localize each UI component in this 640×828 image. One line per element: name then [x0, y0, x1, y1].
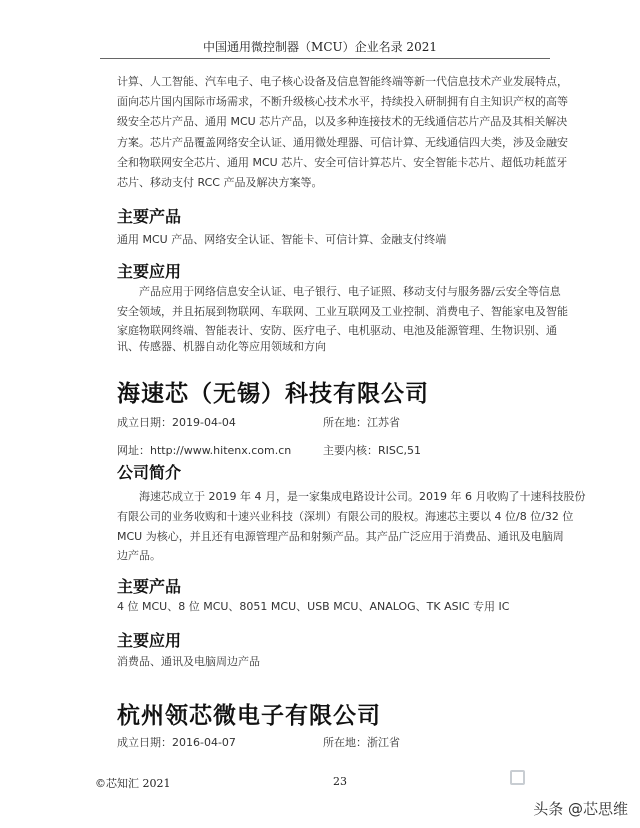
apps-line: 家庭物联网终端、智能表计、安防、医疗电子、电机驱动、电池及能源管理、生物识别、通: [117, 324, 557, 337]
apps-text: 消费品、通讯及电脑周边产品: [117, 655, 260, 668]
intro-line: 计算、人工智能、汽车电子、电子核心设备及信息智能终端等新一代信息技术产业发展特点，: [117, 75, 568, 88]
section-heading: 主要应用: [117, 631, 182, 650]
footer-copyright: ©芯知汇 2021: [95, 777, 171, 790]
intro-line: 边产品。: [117, 549, 161, 562]
website-link[interactable]: 网址：http://www.hitenx.com.cn: [117, 444, 292, 457]
intro-line: MCU 为核心，并且还有电源管理产品和射频产品。其产品广泛应用于消费品、通讯及电脑周: [117, 530, 564, 543]
section-heading: 主要产品: [117, 577, 182, 596]
intro-line: 全和物联网安全芯片、通用 MCU 芯片、安全可信计算芯片、安全智能卡芯片、超低功耗蓝牙: [117, 156, 568, 169]
location: 所在地：浙江省: [323, 736, 400, 749]
intro-line: 芯片、移动支付 RCC 产品及解决方案等。: [117, 176, 323, 189]
founded-date: 成立日期：2016-04-07: [117, 736, 236, 749]
running-header: 中国通用微控制器（MCU）企业名录 2021: [203, 40, 437, 54]
intro-line: 海速芯成立于 2019 年 4 月，是一家集成电路设计公司。2019 年 6 月收购了十速科技股份: [117, 490, 586, 503]
main-core: 主要内核：RISC,51: [323, 444, 422, 457]
company-title: 杭州领芯微电子有限公司: [117, 703, 381, 729]
founded-date: 成立日期：2019-04-04: [117, 416, 236, 429]
section-heading: 主要应用: [117, 262, 182, 281]
intro-line: 面向芯片国内国际市场需求，不断升级核心技术水平，持续投入研制拥有自主知识产权的高等: [117, 95, 568, 108]
intro-line: 有限公司的业务收购和十速兴业科技（深圳）有限公司的股权。海速芯主要以 4 位/8 位/32 位: [117, 510, 574, 523]
intro-line: 方案。芯片产品覆盖网络安全认证、通用微处理器、可信计算、无线通信四大类，涉及金融安: [117, 136, 568, 149]
section-heading: 公司简介: [117, 463, 182, 482]
apps-line: 安全领域，并且拓展到物联网、车联网、工业互联网及工业控制、消费电子、智能家电及智能: [117, 305, 568, 318]
intro-line: 级安全芯片产品、通用 MCU 芯片产品，以及多种连接技术的无线通信芯片产品及其相关解决: [117, 115, 568, 128]
section-heading: 主要产品: [117, 207, 182, 226]
header-rule: [100, 58, 550, 59]
location: 所在地：江苏省: [323, 416, 400, 429]
products-text: 4 位 MCU、8 位 MCU、8051 MCU、USB MCU、ANALOG、TK ASIC 专用 IC: [117, 600, 510, 613]
apps-line: 讯、传感器、机器自动化等应用领域和方向: [117, 340, 326, 353]
company-title: 海速芯（无锡）科技有限公司: [117, 381, 429, 407]
products-text: 通用 MCU 产品、网络安全认证、智能卡、可信计算、金融支付终端: [117, 233, 447, 246]
apps-line: 产品应用于网络信息安全认证、电子银行、电子证照、移动支付与服务器/云安全等信息: [117, 285, 561, 298]
watermark: 头条 @芯思维: [533, 800, 628, 818]
page-number: 23: [333, 775, 347, 788]
square-icon: [510, 770, 525, 785]
